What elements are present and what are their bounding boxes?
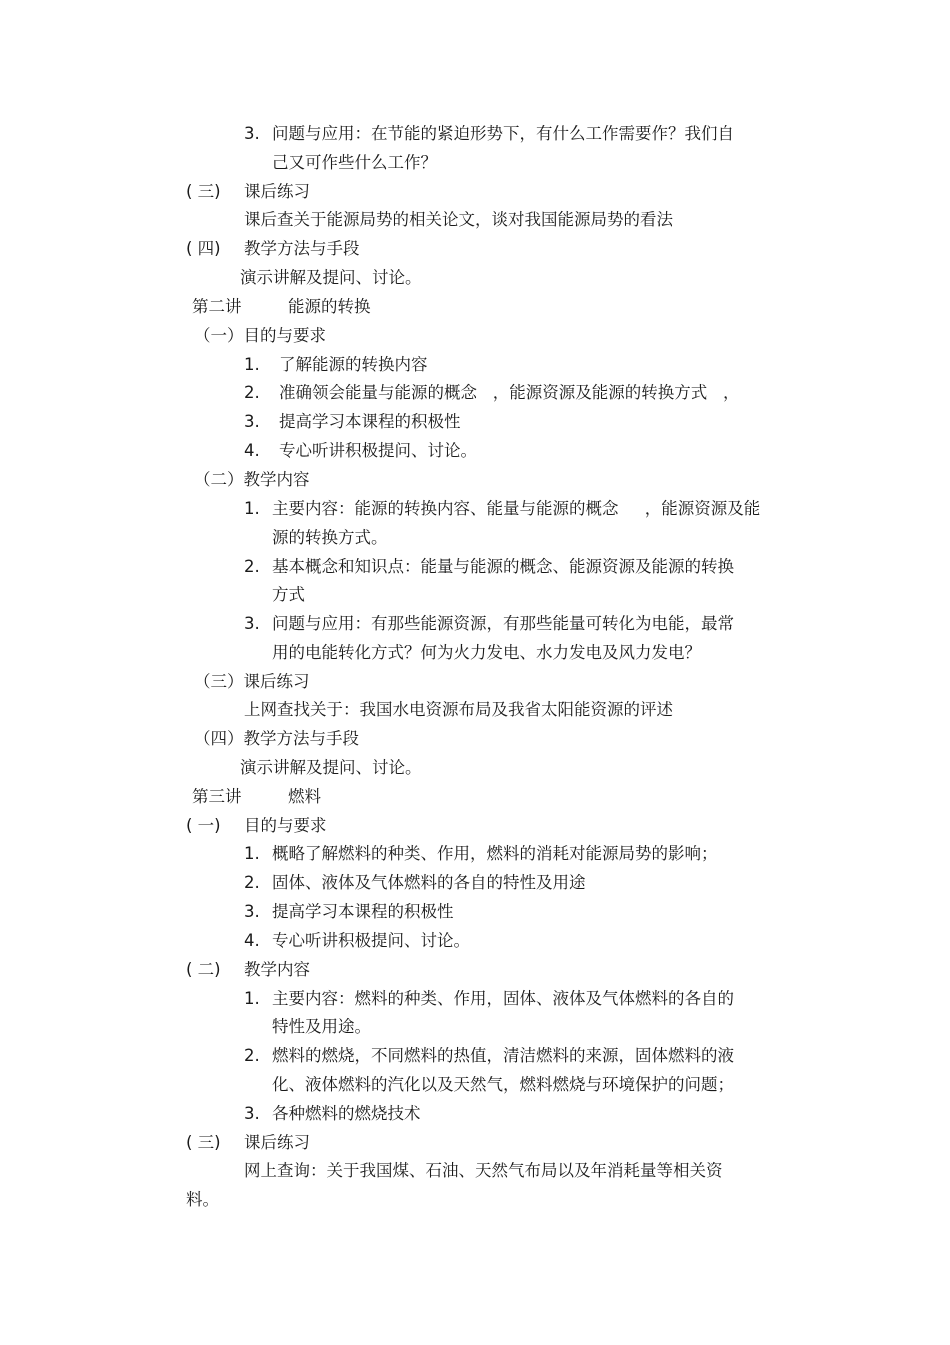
list-item-text: 准确领会能量与能源的概念 ，能源资源及能源的转换方式 ， <box>279 383 740 402</box>
list-item-text: 专心听讲积极提问、讨论。 <box>272 931 470 950</box>
list-number: 2. <box>244 557 260 576</box>
list-number: 1. <box>244 844 260 863</box>
list-item-text: 提高学习本课程的积极性 <box>272 902 454 921</box>
list-number: 1. <box>244 499 260 518</box>
paragraph: 料。 <box>186 1190 219 1209</box>
list-item-text: 主要内容：能源的转换内容、能量与能源的概念 ，能源资源及能 <box>272 499 761 518</box>
list-item-text: 固体、液体及气体燃料的各自的特性及用途 <box>272 873 586 892</box>
lecture-number: 第二讲 <box>192 297 242 316</box>
section-label: ( 三) <box>186 1133 221 1152</box>
section-heading: 课后练习 <box>244 182 310 201</box>
list-number: 4. <box>244 441 260 460</box>
section-label: ( 一) <box>186 816 221 835</box>
list-item-text: 问题与应用：在节能的紧迫形势下，有什么工作需要作？我们自 <box>272 124 734 143</box>
lecture-number: 第三讲 <box>192 787 242 806</box>
list-item-text: 概略了解燃料的种类、作用，燃料的消耗对能源局势的影响； <box>272 844 718 863</box>
section-label: ( 二) <box>186 960 221 979</box>
list-number: 1. <box>244 989 260 1008</box>
section-label: ( 三) <box>186 182 221 201</box>
paragraph: 课后查关于能源局势的相关论文，谈对我国能源局势的看法 <box>244 210 673 229</box>
paragraph: 上网查找关于：我国水电资源布局及我省太阳能资源的评述 <box>244 700 673 719</box>
section-heading: （一）目的与要求 <box>194 326 326 345</box>
list-number: 1. <box>244 355 260 374</box>
list-item-text: 化、液体燃料的汽化以及天然气，燃料燃烧与环境保护的问题； <box>272 1075 734 1094</box>
list-number: 2. <box>244 873 260 892</box>
list-number: 3. <box>244 614 260 633</box>
section-label: ( 四) <box>186 239 221 258</box>
section-heading: （四）教学方法与手段 <box>194 729 359 748</box>
list-item-text: 基本概念和知识点：能量与能源的概念、能源资源及能源的转换 <box>272 557 734 576</box>
paragraph: 网上查询：关于我国煤、石油、天然气布局以及年消耗量等相关资 <box>244 1161 723 1180</box>
lecture-title: 能源的转换 <box>288 297 371 316</box>
list-item-text: 用的电能转化方式？何为火力发电、水力发电及风力发电？ <box>272 643 701 662</box>
section-heading: 课后练习 <box>244 1133 310 1152</box>
list-number: 2. <box>244 383 260 402</box>
paragraph: 演示讲解及提问、讨论。 <box>240 758 422 777</box>
list-number: 3. <box>244 412 260 431</box>
list-item-text: 各种燃料的燃烧技术 <box>272 1104 421 1123</box>
list-item-text: 问题与应用：有那些能源资源，有那些能量可转化为电能，最常 <box>272 614 734 633</box>
list-item-text: 专心听讲积极提问、讨论。 <box>279 441 477 460</box>
paragraph: 演示讲解及提问、讨论。 <box>240 268 422 287</box>
list-item-text: 方式 <box>272 585 305 604</box>
list-number: 3. <box>244 902 260 921</box>
list-item-text: 源的转换方式。 <box>272 528 388 547</box>
section-heading: （三）课后练习 <box>194 672 310 691</box>
list-item-text: 己又可作些什么工作？ <box>272 153 437 172</box>
lecture-title: 燃料 <box>288 787 321 806</box>
list-item-text: 主要内容：燃料的种类、作用，固体、液体及气体燃料的各自的 <box>272 989 734 1008</box>
section-heading: 教学内容 <box>244 960 310 979</box>
list-number: 4. <box>244 931 260 950</box>
list-number: 3. <box>244 124 260 143</box>
list-number: 3. <box>244 1104 260 1123</box>
list-item-text: 了解能源的转换内容 <box>279 355 428 374</box>
section-heading: （二）教学内容 <box>194 470 310 489</box>
list-number: 2. <box>244 1046 260 1065</box>
section-heading: 目的与要求 <box>244 816 327 835</box>
section-heading: 教学方法与手段 <box>244 239 360 258</box>
list-item-text: 提高学习本课程的积极性 <box>279 412 461 431</box>
list-item-text: 燃料的燃烧，不同燃料的热值，清洁燃料的来源，固体燃料的液 <box>272 1046 734 1065</box>
list-item-text: 特性及用途。 <box>272 1017 371 1036</box>
